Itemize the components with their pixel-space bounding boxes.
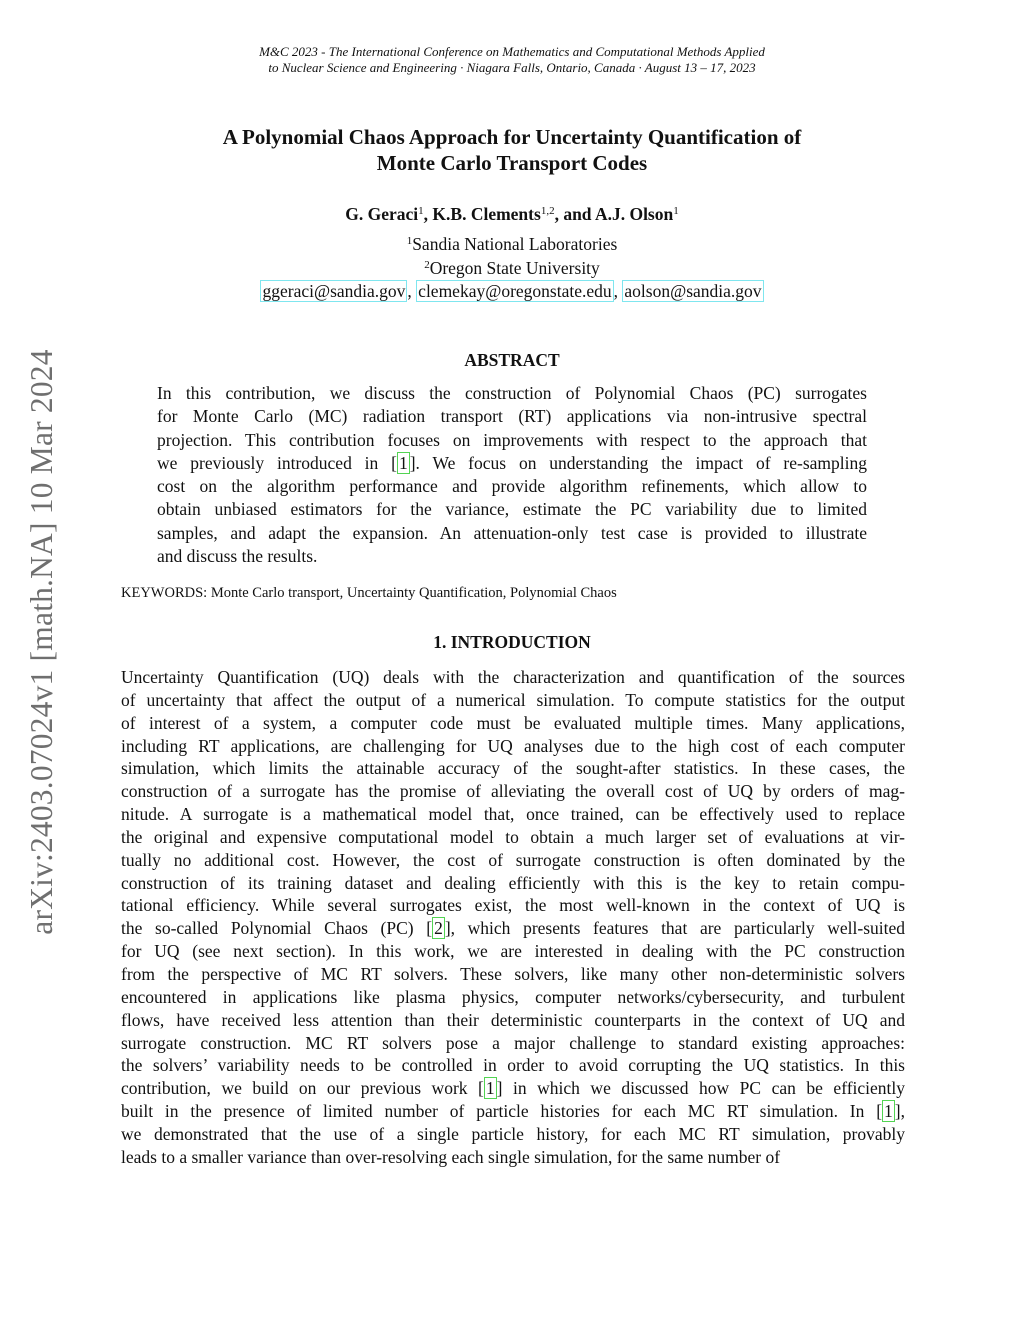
author-affiliation-mark: 1,2 [540,205,555,217]
text-line: contribution, we build on our previous work [ 1 ] in which we discussed how PC can be efficiently [121,1078,906,1099]
author-name: K.B. Clements [432,204,541,224]
text-line: from the perspective of MC RT solvers. These solvers, like many other non-deterministic solvers [121,963,905,984]
text-line: cost on the algorithm performance and provide algorithm refinements, which allow to [157,476,867,497]
abstract-body [157,382,867,568]
email-list: ggeraci@sandia.gov , clemekay@oregonstate.edu , aolson@sandia.gov [262,281,762,301]
author-affiliation-mark: 1 [673,205,679,217]
text-line: we previously introduced in [ 1 ]. We focus on understanding the impact of re-sampling [157,452,867,473]
citation-link[interactable]: 1 [398,452,408,473]
affiliation-number: 1 [406,235,413,247]
email-link[interactable]: ggeraci@sandia.gov [262,281,406,301]
email-link[interactable]: aolson@sandia.gov [624,281,762,301]
text-line: projection. This contribution focuses on improvements with respect to the approach that [157,429,867,450]
text-line: tational efficiency. While several surrogates exist, the most well-known in the context of UQ is [121,895,905,916]
author-affiliation-mark: 1 [418,205,424,217]
text-line: simulation, which limits the attainable accuracy of the sought-after statistics. In these cases, the [121,758,905,779]
text-line: the so-called Polynomial Chaos (PC) [ 2 ], which presents features that are particularly well-suited [121,918,905,939]
author-separator: , and [554,204,595,224]
abstract-heading: ABSTRACT [464,350,560,370]
affiliation-name: Oregon State University [429,258,600,278]
affiliation-name: Sandia National Laboratories [412,234,618,254]
text-line: surrogate construction. MC RT solvers pose a major challenge to standard existing approaches: [121,1032,905,1053]
text-line: samples, and adapt the expansion. An attenuation-only test case is provided to illustrate [157,522,867,543]
introduction-body [121,666,905,1169]
text-line: obtain unbiased estimators for the variance, estimate the PC variability due to limited [157,499,867,520]
text-line: for Monte Carlo (MC) radiation transport (RT) applications via non-intrusive spectral [157,406,867,427]
citation-link[interactable]: 2 [434,918,443,939]
text-line: for UQ (see next section). In this work, we are interested in dealing with the PC construction [121,941,905,962]
keywords: KEYWORDS: Monte Carlo transport, Uncertainty Quantification, Polynomial Chaos [121,585,617,601]
paper-title [0,124,1024,176]
text-line: Uncertainty Quantification (UQ) deals with the characterization and quantification of the sources [121,667,905,687]
text-line: the original and expensive computational model to obtain a much larger set of evaluations at vir- [121,826,905,847]
section-heading-introduction: 1. INTRODUCTION [433,632,591,652]
text-line: construction of its training dataset and dealing efficiently with this is the key to retain compu- [121,872,905,893]
text-line: nitude. A surrogate is a mathematical model that, once trained, can be effectively used to replace [121,804,905,825]
text-line: leads to a smaller variance than over-resolving each single simulation, for the same number of [121,1146,781,1167]
citation-link[interactable]: 1 [485,1078,495,1099]
paper-title-line-1: A Polynomial Chaos Approach for Uncertainty Quantification of [222,125,802,149]
text-line: the solvers’ variability needs to be controlled in order to avoid corrupting the UQ statistics. In this [121,1055,905,1076]
conference-header [0,44,1024,76]
text-line: In this contribution, we discuss the construction of Polynomial Chaos (PC) surrogates [157,383,867,403]
arxiv-stamp: arXiv:2403.07024v1 [math.NA] 10 Mar 2024 [24,349,59,935]
conference-header-line-2: to Nuclear Science and Engineering · Niagara Falls, Ontario, Canada · August 13 – 17, 2023 [268,60,756,75]
affiliation-1 [0,233,1024,255]
affiliation-2 [0,257,1024,279]
text-line: encountered in applications like plasma physics, computer networks/cybersecurity, and turbulent [121,986,905,1007]
text-line: built in the presence of limited number of particle histories for each MC RT simulation. In [ 1 ], [121,1101,905,1122]
affiliation-number: 2 [424,259,430,271]
text-line: tually no additional cost. However, the cost of surrogate construction is often dominated by the [121,849,905,870]
author-list [0,203,1024,225]
text-line: construction of a surrogate has the promise of alleviating the overall cost of UQ by orders of mag- [121,781,905,802]
text-line: of interest of a system, a computer code must be evaluated multiple times. Many applications, [121,712,905,733]
text-line: flows, have received less attention than their deterministic counterparts in the context of UQ and [121,1009,905,1030]
text-line: of uncertainty that affect the output of a numerical simulation. To compute statistics for the output [121,689,905,710]
text-line: including RT applications, are challenging for UQ analyses due to the high cost of each computer [121,735,905,756]
author-separator: , [423,204,433,224]
text-line: we demonstrated that the use of a single particle history, for each MC RT simulation, provably [121,1123,905,1144]
author-name: A.J. Olson [594,204,674,224]
email-link[interactable]: clemekay@oregonstate.edu [418,281,612,301]
citation-link[interactable]: 1 [884,1101,893,1122]
text-line: and discuss the results. [157,546,318,567]
conference-header-line-1: M&C 2023 - The International Conference on Mathematics and Computational Methods Applied [259,44,765,59]
author-name: G. Geraci [345,204,419,224]
paper-title-line-2: Monte Carlo Transport Codes [376,151,648,175]
